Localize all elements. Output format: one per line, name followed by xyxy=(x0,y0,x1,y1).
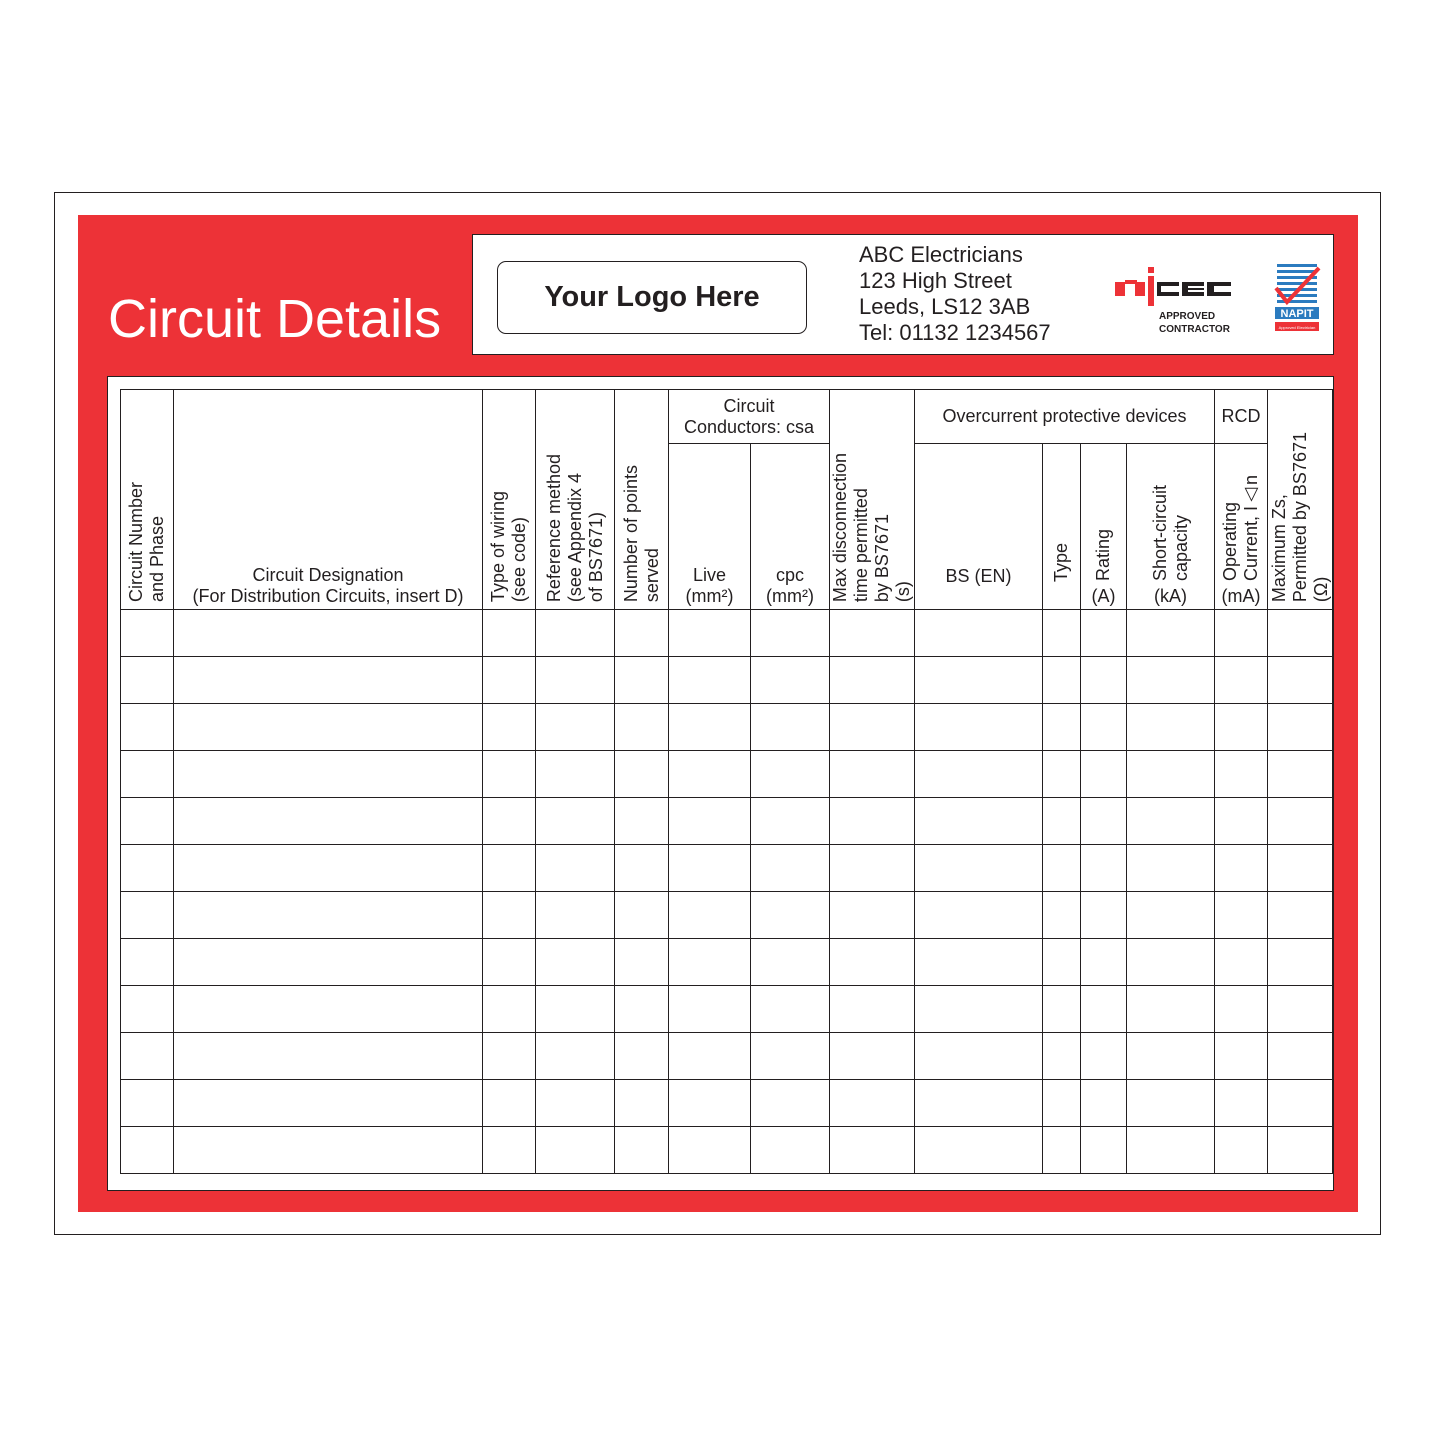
table-cell[interactable] xyxy=(615,798,669,845)
table-cell[interactable] xyxy=(669,751,751,798)
table-cell[interactable] xyxy=(121,892,174,939)
table-cell[interactable] xyxy=(121,798,174,845)
table-body xyxy=(121,610,1333,1174)
table-cell[interactable] xyxy=(174,610,483,657)
table-cell[interactable] xyxy=(1081,845,1127,892)
table-row xyxy=(121,1080,1333,1127)
table-cell[interactable] xyxy=(830,845,915,892)
table-cell[interactable] xyxy=(669,939,751,986)
table-cell[interactable] xyxy=(1127,610,1215,657)
table-cell[interactable] xyxy=(669,610,751,657)
table-cell[interactable] xyxy=(483,704,536,751)
table-cell[interactable] xyxy=(1081,986,1127,1033)
table-cell[interactable] xyxy=(751,939,830,986)
table-cell[interactable] xyxy=(1215,892,1268,939)
table-cell[interactable] xyxy=(1043,1127,1081,1174)
table-cell[interactable] xyxy=(483,939,536,986)
table-cell[interactable] xyxy=(669,1127,751,1174)
table-cell[interactable] xyxy=(483,610,536,657)
table-cell[interactable] xyxy=(1268,1033,1333,1080)
table-cell[interactable] xyxy=(483,798,536,845)
table-cell[interactable] xyxy=(174,1080,483,1127)
table-cell[interactable] xyxy=(1043,845,1081,892)
table-cell[interactable] xyxy=(669,798,751,845)
company-city: Leeds, LS12 3AB xyxy=(859,294,1031,319)
table-cell[interactable] xyxy=(483,1080,536,1127)
table-row xyxy=(121,986,1333,1033)
table-cell[interactable] xyxy=(536,1033,615,1080)
table-cell[interactable] xyxy=(174,798,483,845)
napit-label: NAPIT xyxy=(1280,308,1314,320)
table-cell[interactable] xyxy=(1127,798,1215,845)
table-cell[interactable] xyxy=(121,986,174,1033)
table-cell[interactable] xyxy=(536,939,615,986)
page-title: Circuit Details xyxy=(108,289,442,349)
header-rating: Rating (A) xyxy=(1081,444,1127,610)
company-street: 123 High Street xyxy=(859,268,1012,293)
header-type: Type xyxy=(1043,444,1081,610)
table-cell[interactable] xyxy=(615,892,669,939)
table-cell[interactable] xyxy=(830,610,915,657)
table-cell[interactable] xyxy=(1127,704,1215,751)
table-cell[interactable] xyxy=(174,986,483,1033)
table-cell[interactable] xyxy=(1268,892,1333,939)
table-cell[interactable] xyxy=(1127,657,1215,704)
header-cpc: cpc (mm²) xyxy=(751,444,830,610)
table-cell[interactable] xyxy=(483,1127,536,1174)
table-cell[interactable] xyxy=(915,798,1043,845)
table-cell[interactable] xyxy=(536,610,615,657)
table-cell[interactable] xyxy=(1127,1033,1215,1080)
table-cell[interactable] xyxy=(751,1080,830,1127)
table-cell[interactable] xyxy=(615,845,669,892)
table-cell[interactable] xyxy=(751,798,830,845)
table-row xyxy=(121,1127,1333,1174)
table-cell[interactable] xyxy=(121,657,174,704)
table-cell[interactable] xyxy=(830,751,915,798)
table-cell[interactable] xyxy=(483,751,536,798)
table-cell[interactable] xyxy=(915,610,1043,657)
table-cell[interactable] xyxy=(751,986,830,1033)
table-cell[interactable] xyxy=(1081,939,1127,986)
table-cell[interactable] xyxy=(830,704,915,751)
table-cell[interactable] xyxy=(615,986,669,1033)
table-cell[interactable] xyxy=(483,845,536,892)
table-cell[interactable] xyxy=(1127,892,1215,939)
table-row xyxy=(121,892,1333,939)
table-cell[interactable] xyxy=(1215,798,1268,845)
table-cell[interactable] xyxy=(121,1033,174,1080)
table-row xyxy=(121,845,1333,892)
table-cell[interactable] xyxy=(1081,1080,1127,1127)
table-cell[interactable] xyxy=(1043,751,1081,798)
table-cell[interactable] xyxy=(751,1033,830,1080)
niceic-logo-icon xyxy=(1115,264,1233,336)
table-cell[interactable] xyxy=(536,657,615,704)
table-cell[interactable] xyxy=(669,892,751,939)
table-cell[interactable] xyxy=(1081,798,1127,845)
circuit-table xyxy=(120,389,1333,1174)
table-cell[interactable] xyxy=(1081,751,1127,798)
header-max-zs: Maximum Zs, Permitted by BS7671 (Ω) xyxy=(1268,390,1333,610)
table-cell[interactable] xyxy=(751,1127,830,1174)
table-cell[interactable] xyxy=(615,610,669,657)
table-cell[interactable] xyxy=(536,845,615,892)
table-cell[interactable] xyxy=(830,986,915,1033)
table-cell[interactable] xyxy=(483,1033,536,1080)
table-cell[interactable] xyxy=(174,845,483,892)
table-cell[interactable] xyxy=(751,751,830,798)
table-cell[interactable] xyxy=(751,657,830,704)
table-cell[interactable] xyxy=(1268,751,1333,798)
header-max-disconnection: Max disconnection time permitted by BS7671 (s) xyxy=(830,390,915,610)
table-cell[interactable] xyxy=(1127,751,1215,798)
table-cell[interactable] xyxy=(174,939,483,986)
table-cell[interactable] xyxy=(174,751,483,798)
company-phone: Tel: 01132 1234567 xyxy=(859,320,1051,345)
table-cell[interactable] xyxy=(1268,798,1333,845)
table-cell[interactable] xyxy=(915,939,1043,986)
company-name: ABC Electricians xyxy=(859,242,1023,267)
table-row xyxy=(121,798,1333,845)
header-points-served: Number of points served xyxy=(615,390,669,610)
table-row xyxy=(121,751,1333,798)
table-row xyxy=(121,657,1333,704)
logo-placeholder: Your Logo Here xyxy=(497,261,807,334)
table-cell[interactable] xyxy=(1081,892,1127,939)
table-cell[interactable] xyxy=(536,1127,615,1174)
table-cell[interactable] xyxy=(1268,986,1333,1033)
table-cell[interactable] xyxy=(1268,657,1333,704)
table-cell[interactable] xyxy=(1043,1080,1081,1127)
table-cell[interactable] xyxy=(751,704,830,751)
table-cell[interactable] xyxy=(536,751,615,798)
table-cell[interactable] xyxy=(830,939,915,986)
table-cell[interactable] xyxy=(915,1080,1043,1127)
table-cell[interactable] xyxy=(1215,657,1268,704)
table-cell[interactable] xyxy=(1268,939,1333,986)
table-cell[interactable] xyxy=(915,845,1043,892)
table-cell[interactable] xyxy=(669,1080,751,1127)
table-cell[interactable] xyxy=(1127,845,1215,892)
table-cell[interactable] xyxy=(1215,845,1268,892)
table-cell[interactable] xyxy=(830,892,915,939)
table-cell[interactable] xyxy=(483,986,536,1033)
table-cell[interactable] xyxy=(536,1080,615,1127)
table-cell[interactable] xyxy=(1215,986,1268,1033)
table-cell[interactable] xyxy=(915,1033,1043,1080)
table-cell[interactable] xyxy=(915,704,1043,751)
table-cell[interactable] xyxy=(121,751,174,798)
header-conductors-group: Circuit Conductors: csa xyxy=(669,390,830,444)
table-cell[interactable] xyxy=(915,657,1043,704)
table-cell[interactable] xyxy=(536,704,615,751)
table-cell[interactable] xyxy=(1043,986,1081,1033)
table-cell[interactable] xyxy=(751,610,830,657)
table-row xyxy=(121,939,1333,986)
table-row xyxy=(121,704,1333,751)
table-cell[interactable] xyxy=(1043,892,1081,939)
table-cell[interactable] xyxy=(174,892,483,939)
table-cell[interactable] xyxy=(915,986,1043,1033)
table-cell[interactable] xyxy=(751,892,830,939)
table-cell[interactable] xyxy=(915,751,1043,798)
table-cell[interactable] xyxy=(1268,1080,1333,1127)
table-cell[interactable] xyxy=(1043,657,1081,704)
table-cell[interactable] xyxy=(536,798,615,845)
header-bs-en: BS (EN) xyxy=(915,444,1043,610)
table-cell[interactable] xyxy=(615,1080,669,1127)
header-wiring-type: Type of wiring (see code) xyxy=(483,390,536,610)
company-header xyxy=(472,234,1334,355)
table-cell[interactable] xyxy=(536,986,615,1033)
table-cell[interactable] xyxy=(1268,610,1333,657)
table-cell[interactable] xyxy=(1081,1033,1127,1080)
table-cell[interactable] xyxy=(1081,1127,1127,1174)
table-cell[interactable] xyxy=(1043,1033,1081,1080)
table-cell[interactable] xyxy=(1215,1127,1268,1174)
table-cell[interactable] xyxy=(483,657,536,704)
table-cell[interactable] xyxy=(1215,939,1268,986)
table-cell[interactable] xyxy=(121,845,174,892)
table-cell[interactable] xyxy=(669,704,751,751)
table-cell[interactable] xyxy=(1127,1080,1215,1127)
table-cell[interactable] xyxy=(1043,704,1081,751)
table-cell[interactable] xyxy=(615,657,669,704)
table-cell[interactable] xyxy=(615,1127,669,1174)
niceic-line2: CONTRACTOR xyxy=(1159,324,1230,335)
header-designation: Circuit Designation (For Distribution Circuits, insert D) xyxy=(174,390,483,610)
table-cell[interactable] xyxy=(1215,610,1268,657)
table-cell[interactable] xyxy=(1268,1127,1333,1174)
company-address xyxy=(859,242,1051,346)
header-short-circuit: Short-circuit capacity (kA) xyxy=(1127,444,1215,610)
table-cell[interactable] xyxy=(174,704,483,751)
table-cell[interactable] xyxy=(121,939,174,986)
table-cell[interactable] xyxy=(1268,845,1333,892)
table-cell[interactable] xyxy=(915,892,1043,939)
table-cell[interactable] xyxy=(669,1033,751,1080)
table-cell[interactable] xyxy=(121,1080,174,1127)
table-cell[interactable] xyxy=(830,1127,915,1174)
table-row xyxy=(121,610,1333,657)
niceic-line1: APPROVED xyxy=(1159,311,1216,322)
table-cell[interactable] xyxy=(1215,1080,1268,1127)
table-cell[interactable] xyxy=(174,657,483,704)
table-row xyxy=(121,1033,1333,1080)
table-cell[interactable] xyxy=(669,845,751,892)
table-cell[interactable] xyxy=(1127,986,1215,1033)
table-cell[interactable] xyxy=(536,892,615,939)
table-cell[interactable] xyxy=(174,1033,483,1080)
header-live: Live (mm²) xyxy=(669,444,751,610)
table-cell[interactable] xyxy=(915,1127,1043,1174)
table-cell[interactable] xyxy=(615,939,669,986)
table-cell[interactable] xyxy=(669,657,751,704)
table-cell[interactable] xyxy=(830,798,915,845)
table-cell[interactable] xyxy=(751,845,830,892)
header-circuit-number: Circuit Number and Phase xyxy=(121,390,174,610)
table-cell[interactable] xyxy=(1081,657,1127,704)
table-cell[interactable] xyxy=(615,751,669,798)
table-cell[interactable] xyxy=(1215,704,1268,751)
table-cell[interactable] xyxy=(669,986,751,1033)
table-cell[interactable] xyxy=(1081,610,1127,657)
header-overcurrent-group: Overcurrent protective devices xyxy=(915,390,1215,444)
table-cell[interactable] xyxy=(121,704,174,751)
table-cell[interactable] xyxy=(1127,1127,1215,1174)
table-cell[interactable] xyxy=(830,1033,915,1080)
table-cell[interactable] xyxy=(1215,1033,1268,1080)
table-cell[interactable] xyxy=(1215,751,1268,798)
napit-sublabel: Approved Electrician xyxy=(1278,325,1316,330)
napit-logo-icon xyxy=(1273,262,1321,336)
table-cell[interactable] xyxy=(1043,939,1081,986)
table-cell[interactable] xyxy=(1127,939,1215,986)
table-cell[interactable] xyxy=(1043,610,1081,657)
table-cell[interactable] xyxy=(121,610,174,657)
table-cell[interactable] xyxy=(1043,798,1081,845)
table-cell[interactable] xyxy=(121,1127,174,1174)
table-cell[interactable] xyxy=(615,704,669,751)
table-cell[interactable] xyxy=(830,1080,915,1127)
header-reference-method: Reference method (see Appendix 4 of BS7671) xyxy=(536,390,615,610)
header-rcd-group: RCD xyxy=(1215,390,1268,444)
table-cell[interactable] xyxy=(174,1127,483,1174)
table-cell[interactable] xyxy=(830,657,915,704)
header-operating-current: Operating Current, I△n (mA) xyxy=(1215,444,1268,610)
table-cell[interactable] xyxy=(483,892,536,939)
table-cell[interactable] xyxy=(615,1033,669,1080)
table-cell[interactable] xyxy=(1081,704,1127,751)
table-cell[interactable] xyxy=(1268,704,1333,751)
